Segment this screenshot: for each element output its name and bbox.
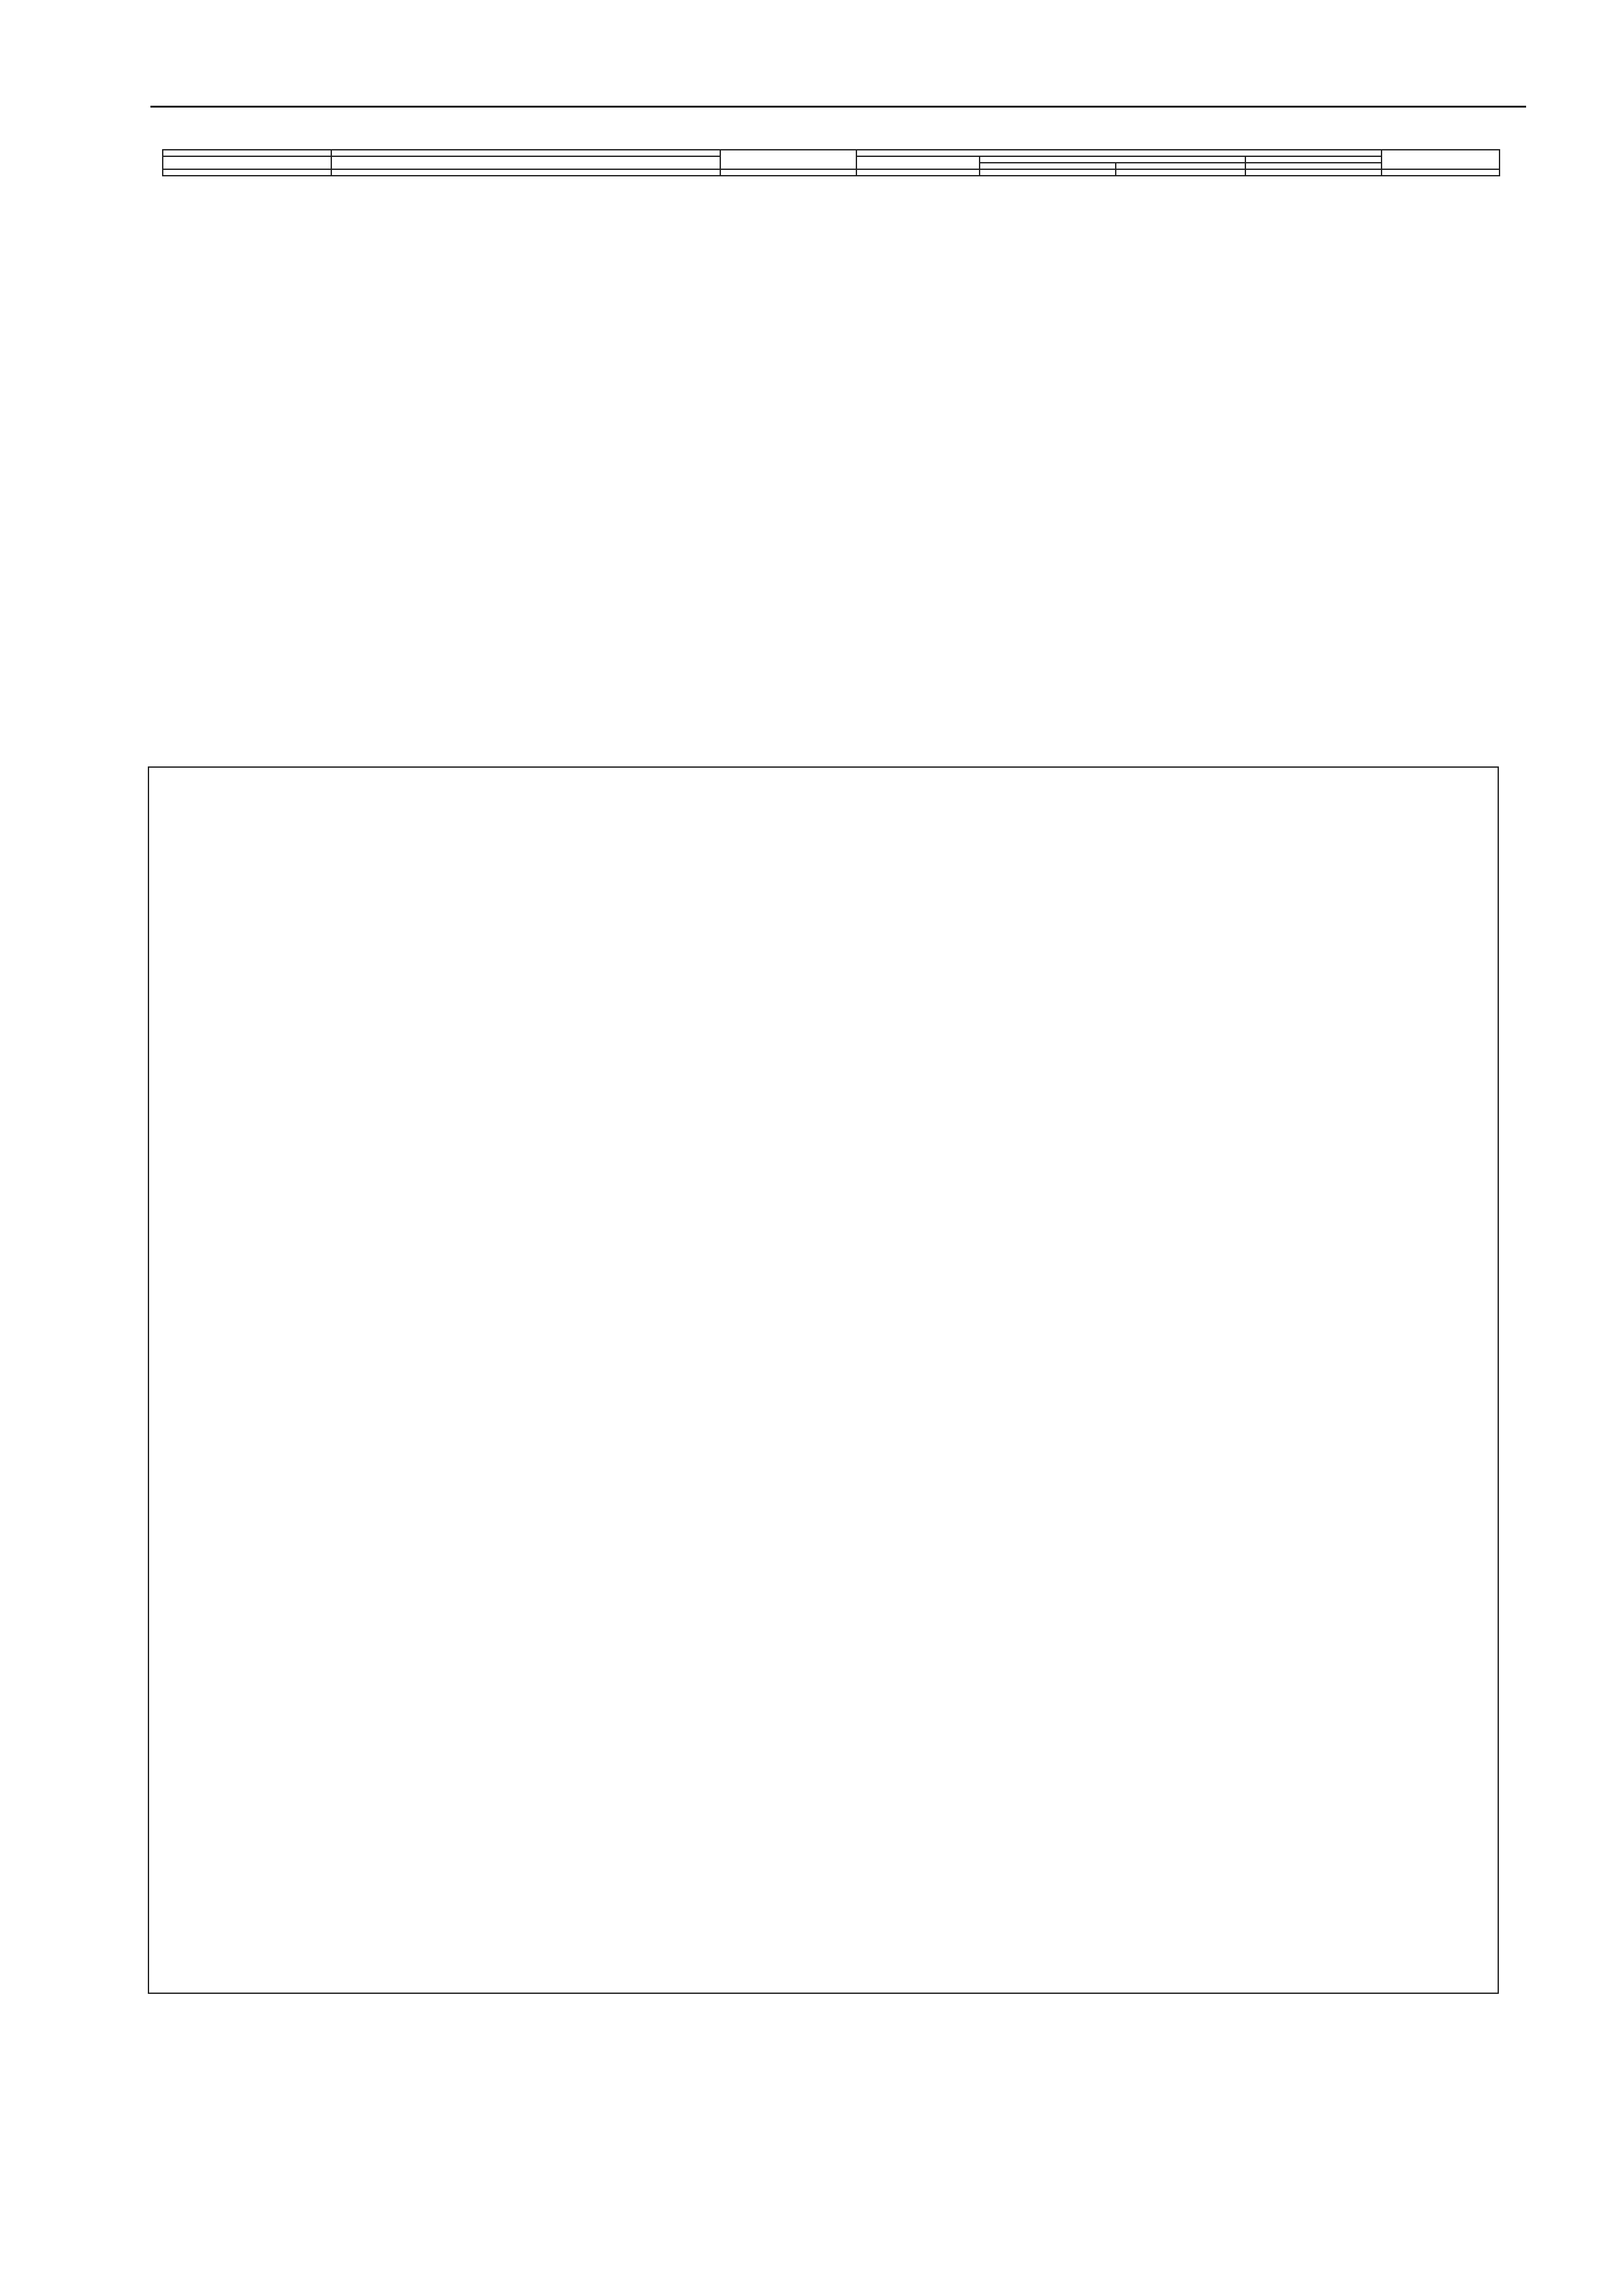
- rates-table-top: [162, 149, 1500, 176]
- header-material-consumption: [1245, 163, 1382, 169]
- header-materials: [1245, 156, 1382, 163]
- header-material-name: [331, 156, 720, 169]
- header-direct-costs: [720, 150, 856, 169]
- header-worker-pay: [856, 156, 980, 169]
- col-number: [331, 169, 720, 176]
- header-machines-total: [980, 163, 1116, 169]
- header-labor-costs: [1382, 150, 1500, 169]
- header-operator-pay: [1116, 163, 1245, 169]
- col-number: [980, 169, 1116, 176]
- col-number: [1245, 169, 1382, 176]
- header-including: [856, 150, 1382, 156]
- page-header: [150, 71, 1526, 108]
- header-machines: [980, 156, 1245, 163]
- col-number: [1382, 169, 1500, 176]
- col-number: [163, 169, 331, 176]
- col-number: [856, 169, 980, 176]
- header-material-codes: [163, 156, 331, 169]
- col-number: [720, 169, 856, 176]
- column-numbers-row: [163, 169, 1500, 176]
- header-work-name: [331, 150, 720, 156]
- section-box: [148, 766, 1499, 1994]
- header-rate-numbers: [163, 150, 331, 156]
- col-number: [1116, 169, 1245, 176]
